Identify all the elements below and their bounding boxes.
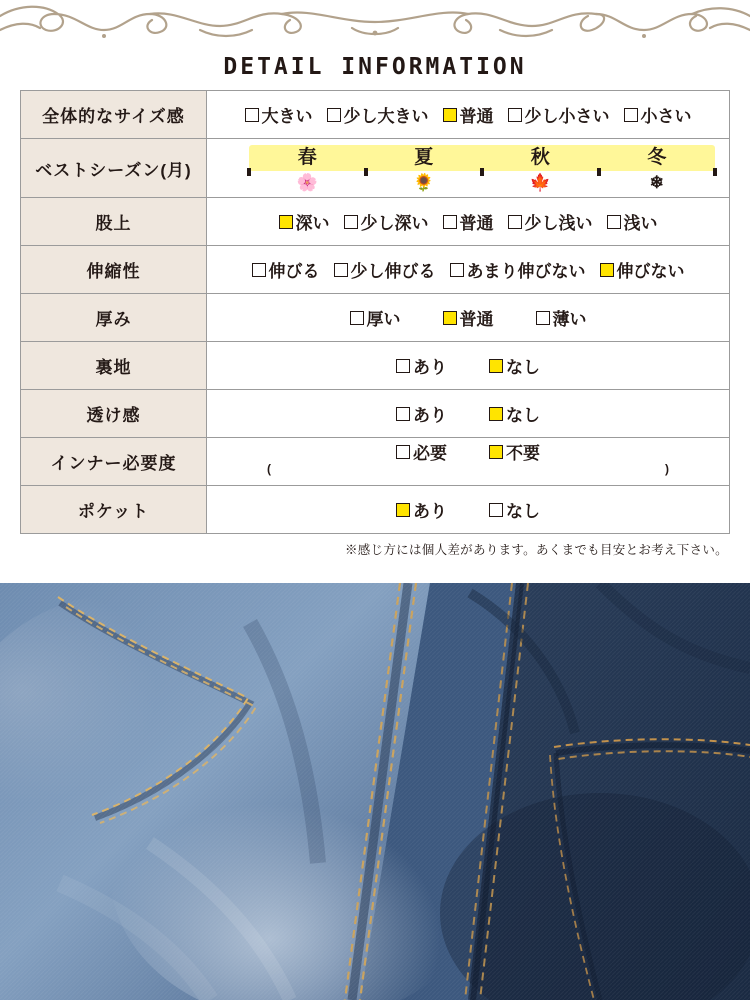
season-label-summer: 夏 <box>414 147 434 168</box>
checkbox-icon-checked[interactable] <box>396 503 410 517</box>
row-label-pocket: ポケット <box>21 486 207 534</box>
maple-leaf-icon: 🍁 <box>529 173 551 192</box>
option-pocket-0[interactable] <box>396 497 447 522</box>
option-label: 大きい <box>261 107 313 126</box>
table-row <box>21 486 730 534</box>
row-label-stretch: 伸縮性 <box>21 246 207 294</box>
row-value-stretch <box>207 246 730 294</box>
row-value-pocket <box>207 486 730 534</box>
row-value-best-season <box>207 139 730 198</box>
option-label: あり <box>413 406 447 425</box>
table-row <box>21 91 730 139</box>
option-inner-1[interactable] <box>489 439 540 464</box>
row-value-inner-required <box>207 438 730 486</box>
option-rise-1[interactable] <box>344 209 429 234</box>
option-thickness-1[interactable] <box>443 305 494 330</box>
option-rise-2[interactable] <box>443 209 494 234</box>
option-rise-3[interactable] <box>508 209 593 234</box>
product-photo <box>0 583 750 1000</box>
option-label: なし <box>506 406 540 425</box>
checkbox-icon-checked[interactable] <box>443 311 457 325</box>
option-label: あり <box>413 358 447 377</box>
option-size-2[interactable] <box>443 102 494 127</box>
option-rise-0[interactable] <box>279 209 330 234</box>
option-label: 厚い <box>366 310 401 329</box>
row-label-inner-required: インナー必要度 <box>21 438 207 486</box>
detail-information-table <box>20 90 730 534</box>
row-value-lining <box>207 342 730 390</box>
option-rise-4[interactable] <box>607 209 658 234</box>
disclaimer-note: ※感じ方には個人差があります。あくまでも目安とお考え下さい。 <box>344 543 728 557</box>
row-label-lining: 裏地 <box>21 342 207 390</box>
checkbox-icon[interactable] <box>396 445 410 459</box>
checkbox-icon[interactable] <box>396 407 410 421</box>
checkbox-icon[interactable] <box>508 215 522 229</box>
checkbox-icon[interactable] <box>344 215 358 229</box>
row-value-sheerness <box>207 390 730 438</box>
option-stretch-2[interactable] <box>450 257 586 282</box>
option-sheerness-0[interactable] <box>396 401 447 426</box>
season-icon-row <box>249 172 715 194</box>
option-label: 浅い <box>623 214 658 233</box>
option-stretch-1[interactable] <box>334 257 436 282</box>
checkbox-icon-checked[interactable] <box>489 359 503 373</box>
row-label-rise: 股上 <box>21 198 207 246</box>
row-label-size: 全体的なサイズ感 <box>21 91 207 139</box>
option-label: 少し伸びる <box>350 262 436 281</box>
option-label: 深い <box>295 214 330 233</box>
checkbox-icon[interactable] <box>252 263 266 277</box>
option-label: 伸びない <box>616 262 685 281</box>
option-sheerness-1[interactable] <box>489 401 540 426</box>
option-size-0[interactable] <box>245 102 313 127</box>
option-label: なし <box>506 502 540 521</box>
table-row <box>21 342 730 390</box>
checkbox-icon[interactable] <box>489 503 503 517</box>
checkbox-icon[interactable] <box>245 108 259 122</box>
season-label-winter: 冬 <box>647 147 667 168</box>
page-title: DETAIL INFORMATION <box>223 54 527 80</box>
option-label: 少し深い <box>360 214 429 233</box>
option-label: 普通 <box>459 310 494 329</box>
checkbox-icon[interactable] <box>327 108 341 122</box>
option-stretch-3[interactable] <box>600 257 685 282</box>
option-label: あまり伸びない <box>466 262 586 281</box>
option-size-4[interactable] <box>624 102 692 127</box>
checkbox-icon-checked[interactable] <box>443 108 457 122</box>
season-label-spring: 春 <box>297 147 317 168</box>
option-stretch-0[interactable] <box>252 257 320 282</box>
cherry-blossom-icon: 🌸 <box>296 173 318 192</box>
row-value-thickness <box>207 294 730 342</box>
option-label: 薄い <box>552 310 587 329</box>
option-label: 不要 <box>506 444 540 463</box>
scroll-flourish-ornament <box>0 0 750 48</box>
option-label: 少し浅い <box>524 214 593 233</box>
option-lining-1[interactable] <box>489 353 540 378</box>
checkbox-icon[interactable] <box>508 108 522 122</box>
option-label: 少し大きい <box>343 107 429 126</box>
option-label: 伸びる <box>268 262 320 281</box>
table-row <box>21 198 730 246</box>
row-value-size <box>207 91 730 139</box>
inner-note-parentheses <box>207 464 729 484</box>
option-inner-0[interactable] <box>396 439 447 464</box>
checkbox-icon-checked[interactable] <box>279 215 293 229</box>
paren-left: ( <box>267 462 271 476</box>
season-scale <box>207 139 729 197</box>
checkbox-icon[interactable] <box>396 359 410 373</box>
checkbox-icon[interactable] <box>334 263 348 277</box>
row-value-rise <box>207 198 730 246</box>
option-label: 少し小さい <box>524 107 610 126</box>
checkbox-icon[interactable] <box>443 215 457 229</box>
option-lining-0[interactable] <box>396 353 447 378</box>
checkbox-icon-checked[interactable] <box>489 445 503 459</box>
option-label: 普通 <box>459 214 494 233</box>
table-row <box>21 390 730 438</box>
checkbox-icon[interactable] <box>450 263 464 277</box>
season-label-autumn: 秋 <box>530 147 550 168</box>
option-thickness-0[interactable] <box>350 305 401 330</box>
checkbox-icon[interactable] <box>350 311 364 325</box>
checkbox-icon[interactable] <box>624 108 638 122</box>
checkbox-icon[interactable] <box>607 215 621 229</box>
paren-right: ) <box>665 462 669 476</box>
table-row <box>21 438 730 486</box>
checkbox-icon-checked[interactable] <box>489 407 503 421</box>
option-label: あり <box>413 502 447 521</box>
snowflake-icon: ❄ <box>649 173 664 192</box>
row-label-thickness: 厚み <box>21 294 207 342</box>
table-row <box>21 139 730 198</box>
table-row <box>21 294 730 342</box>
option-size-3[interactable] <box>508 102 610 127</box>
row-label-sheerness: 透け感 <box>21 390 207 438</box>
checkbox-icon-checked[interactable] <box>600 263 614 277</box>
option-thickness-2[interactable] <box>536 305 587 330</box>
option-label: 必要 <box>413 444 447 463</box>
table-row <box>21 246 730 294</box>
option-pocket-1[interactable] <box>489 497 540 522</box>
option-label: 小さい <box>640 107 692 126</box>
row-label-best-season: ベストシーズン(月) <box>21 139 207 198</box>
sunflower-icon: 🌻 <box>413 173 435 192</box>
option-size-1[interactable] <box>327 102 429 127</box>
checkbox-icon[interactable] <box>536 311 550 325</box>
option-label: なし <box>506 358 540 377</box>
option-label: 普通 <box>459 107 494 126</box>
